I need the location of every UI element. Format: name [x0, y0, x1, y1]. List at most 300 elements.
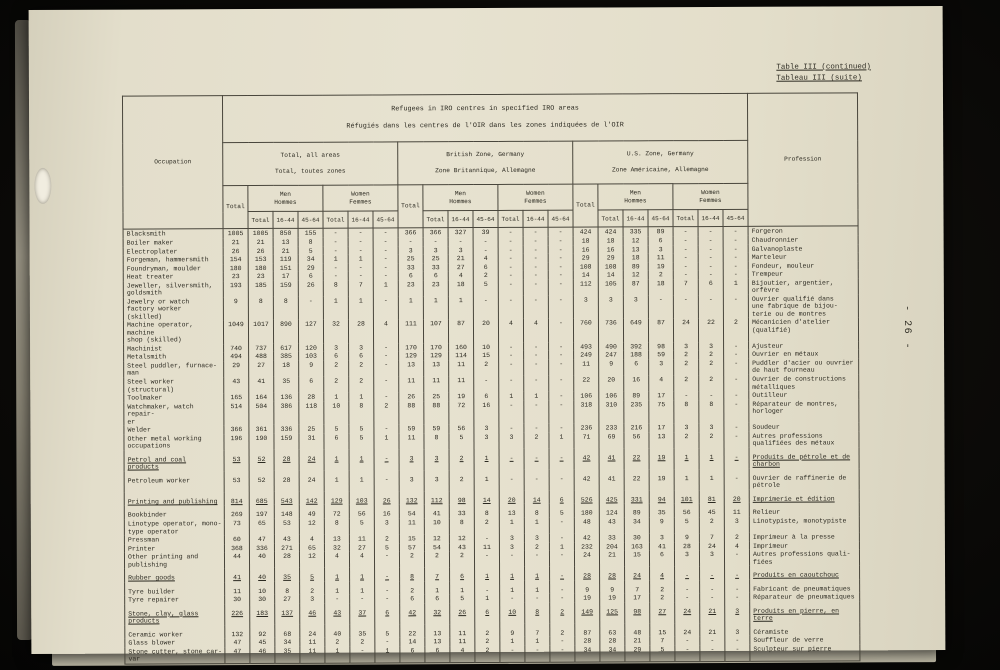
value-cell: 11 [648, 253, 673, 262]
zone-header-us-zone [573, 141, 748, 185]
value-cell: 9 [600, 580, 625, 594]
value-cell: 9 [674, 533, 699, 542]
value-cell: - [474, 376, 499, 392]
value-cell: - [375, 568, 400, 582]
value-cell: 1 [474, 470, 499, 491]
profession-cell: Chaudronnier [748, 235, 858, 244]
men-col-header: Men Hommes [598, 184, 673, 210]
value-cell: 6 [475, 603, 500, 624]
value-cell: - [499, 424, 524, 433]
value-cell: - [700, 566, 725, 580]
value-cell: 1 [500, 581, 525, 595]
value-cell: 3 [474, 424, 499, 433]
value-cell: 35 [274, 377, 299, 393]
value-cell: 47 [225, 647, 250, 664]
value-cell: - [548, 295, 573, 319]
profession-cell: Imprimeur à la presse [749, 532, 859, 541]
value-cell: 28 [575, 567, 600, 581]
value-cell: 42 [574, 448, 599, 469]
value-cell: 3 [349, 343, 374, 352]
women-col-header: Women Femmes [323, 185, 398, 211]
value-cell: - [548, 228, 573, 237]
value-cell: 5 [450, 594, 475, 603]
value-cell: 118 [299, 401, 324, 425]
value-cell: 30 [624, 533, 649, 542]
value-cell: 43 [449, 543, 474, 552]
value-cell: 1 [524, 392, 549, 401]
value-cell: 98 [449, 491, 474, 505]
value-cell: 10 [474, 343, 499, 352]
value-cell: 11 [724, 503, 749, 517]
value-cell: 34 [575, 645, 600, 662]
value-cell: 4 [724, 541, 749, 550]
value-cell: 5 [449, 433, 474, 449]
value-cell: - [673, 270, 698, 279]
value-cell: 8 [349, 401, 374, 425]
value-cell: 53 [274, 519, 299, 535]
value-cell: 1 [448, 296, 473, 320]
value-cell: 28 [600, 567, 625, 581]
value-cell: - [723, 227, 748, 236]
value-cell: - [700, 580, 725, 594]
value-cell: 15 [474, 351, 499, 360]
value-cell: 5 [375, 624, 400, 638]
value-cell: 45 [250, 638, 275, 647]
value-cell: 27 [349, 543, 374, 552]
value-cell: 129 [399, 352, 424, 361]
value-cell: 1 [525, 637, 550, 646]
value-cell: - [499, 551, 524, 567]
value-cell: - [698, 295, 723, 319]
value-cell: 2 [349, 377, 374, 393]
value-cell: 2 [699, 359, 724, 375]
value-cell: - [698, 236, 723, 245]
value-cell: - [499, 360, 524, 376]
age-45-64-header: 45-64 [473, 211, 498, 228]
value-cell: 4 [373, 320, 398, 344]
value-cell: 6 [425, 594, 450, 603]
value-cell: - [350, 595, 375, 604]
value-cell: - [550, 594, 575, 603]
value-cell: 8 [449, 518, 474, 534]
value-cell: 24 [673, 318, 698, 342]
value-cell: 14 [400, 638, 425, 647]
value-cell: 8 [699, 400, 724, 424]
value-cell: 28 [299, 393, 324, 402]
value-cell: 137 [275, 604, 300, 625]
value-cell: - [673, 262, 698, 271]
value-cell: 814 [224, 492, 249, 506]
value-cell: 4 [299, 535, 324, 544]
value-cell: 14 [524, 491, 549, 505]
value-cell: 35 [350, 624, 375, 638]
value-cell: - [500, 594, 525, 603]
value-cell: - [375, 595, 400, 604]
age-16-44-header: 16-44 [448, 211, 473, 228]
value-cell: - [348, 246, 373, 255]
value-cell: - [723, 270, 748, 279]
occupation-cell: Printer [124, 544, 224, 553]
value-cell: 1005 [223, 229, 248, 238]
value-cell: 22 [698, 318, 723, 342]
value-cell: 425 [599, 490, 624, 504]
value-cell: 75 [649, 400, 674, 424]
value-cell: 19 [649, 469, 674, 490]
value-cell: 46 [300, 603, 325, 624]
value-cell: 23 [398, 280, 423, 296]
value-cell: 1 [549, 432, 574, 448]
value-cell: 163 [624, 542, 649, 551]
value-cell: - [724, 342, 749, 351]
value-cell: 3 [324, 343, 349, 352]
value-cell: 2 [350, 638, 375, 647]
value-cell: 5 [324, 425, 349, 434]
value-cell: 2 [400, 581, 425, 595]
value-cell: - [724, 432, 749, 448]
value-cell: 10 [250, 582, 275, 596]
age-total-header: Total [673, 210, 698, 227]
age-45-64-header: 45-64 [298, 212, 323, 229]
value-cell: 29 [224, 361, 249, 377]
value-cell: 81 [699, 490, 724, 504]
value-cell: 5 [349, 433, 374, 449]
value-cell: 3 [699, 550, 724, 566]
value-cell: 111 [398, 320, 423, 344]
value-cell: 52 [249, 450, 274, 471]
value-cell: 366 [224, 425, 249, 434]
value-cell: 10 [500, 603, 525, 624]
value-cell: 5 [674, 517, 699, 533]
value-cell: 120 [299, 344, 324, 353]
profession-cell: Forgeron [748, 226, 858, 236]
value-cell: 3 [725, 623, 750, 637]
value-cell: 72 [449, 401, 474, 425]
age-16-44-header: 16-44 [523, 211, 548, 228]
value-cell: 890 [273, 320, 298, 344]
value-cell: 40 [250, 568, 275, 582]
zone-total-label-en: Total, all areas [280, 151, 340, 160]
value-cell: 14 [474, 491, 499, 505]
value-cell: 164 [249, 393, 274, 402]
value-cell: 149 [575, 602, 600, 623]
value-cell: 514 [224, 402, 249, 426]
value-cell: - [524, 400, 549, 424]
value-cell: 4 [324, 552, 349, 568]
value-cell: 35 [275, 568, 300, 582]
value-cell: 9 [599, 359, 624, 375]
value-cell: 3 [398, 246, 423, 255]
value-cell: 28 [348, 320, 373, 344]
value-cell: - [724, 423, 749, 432]
value-cell: - [475, 581, 500, 595]
value-cell: 25 [423, 254, 448, 263]
value-cell: 16 [624, 375, 649, 391]
value-cell: 11 [424, 376, 449, 392]
sex-header-row [123, 183, 858, 212]
value-cell: 216 [624, 423, 649, 432]
value-cell: 32 [425, 603, 450, 624]
value-cell: 3 [499, 534, 524, 543]
occupation-cell: Electroplater [123, 247, 223, 256]
value-cell: 2 [550, 602, 575, 623]
value-cell: 760 [573, 319, 598, 343]
value-cell: - [725, 593, 750, 602]
value-cell: 13 [424, 360, 449, 376]
value-cell: 159 [274, 434, 299, 450]
value-cell: 39 [473, 228, 498, 237]
total-col-header: Total [398, 185, 423, 228]
value-cell: 33 [423, 263, 448, 272]
value-cell: - [675, 593, 700, 602]
value-cell: - [724, 550, 749, 566]
value-cell: 12 [623, 236, 648, 245]
value-cell: 44 [224, 552, 249, 568]
value-cell: 155 [298, 229, 323, 238]
value-cell: - [523, 279, 548, 295]
value-cell: 3 [399, 449, 424, 470]
value-cell: - [725, 566, 750, 580]
value-cell: 1 [525, 567, 550, 581]
value-cell: 8 [273, 297, 298, 321]
value-cell: 1 [324, 470, 349, 491]
age-total-header: Total [423, 211, 448, 228]
value-cell: 87 [575, 623, 600, 637]
value-cell: 11 [399, 518, 424, 534]
value-cell: - [498, 237, 523, 246]
value-cell: - [523, 254, 548, 263]
value-cell: - [674, 391, 699, 400]
value-cell: 185 [248, 281, 273, 297]
value-cell: 8 [524, 504, 549, 518]
value-cell: 1 [349, 470, 374, 491]
value-cell: 1 [475, 594, 500, 603]
value-cell: 65 [249, 519, 274, 535]
value-cell: 125 [600, 602, 625, 623]
value-cell: 24 [625, 566, 650, 580]
occupation-cell: Toolmaker [124, 393, 224, 402]
value-cell: 24 [675, 602, 700, 623]
profession-cell: Bijoutier, argentier, orfèvre [748, 278, 858, 295]
value-cell: 8 [248, 297, 273, 321]
value-cell: - [549, 448, 574, 469]
women-col-header: Women Femmes [673, 184, 748, 210]
table-header [122, 93, 858, 230]
profession-cell: Ajusteur [749, 341, 859, 350]
occupation-cell: Steel puddler, furnace- man [124, 361, 224, 377]
value-cell: 53 [224, 450, 249, 471]
value-cell: - [374, 360, 399, 376]
value-cell: - [723, 236, 748, 245]
page-number: - 26 - [900, 305, 913, 351]
value-cell: 112 [573, 279, 598, 295]
value-cell: - [549, 376, 574, 392]
value-cell: 23 [423, 280, 448, 296]
value-cell: - [373, 228, 398, 237]
value-cell: 56 [674, 504, 699, 518]
occupation-cell: Tyre repairer [125, 595, 225, 604]
value-cell: - [698, 253, 723, 262]
value-cell: 18 [648, 279, 673, 295]
value-cell: 103 [299, 352, 324, 361]
table-row [124, 399, 859, 426]
value-cell: 180 [574, 504, 599, 518]
profession-cell: Relieur [749, 503, 859, 517]
value-cell: - [698, 262, 723, 271]
value-cell: 10 [324, 401, 349, 425]
value-cell: 16 [374, 505, 399, 519]
value-cell: 204 [599, 542, 624, 551]
value-cell: - [500, 646, 525, 663]
value-cell: 5 [374, 543, 399, 552]
value-cell: 29 [298, 263, 323, 272]
value-cell: - [523, 237, 548, 246]
value-cell: 28 [575, 637, 600, 646]
value-cell: 9 [299, 361, 324, 377]
value-cell: 105 [598, 279, 623, 295]
value-cell: 28 [274, 471, 299, 492]
value-cell: 526 [574, 490, 599, 504]
occupation-cell: Tyre builder [125, 582, 225, 596]
occupation-cell: Foundryman, moulder [123, 264, 223, 273]
value-cell: 3 [524, 534, 549, 543]
value-cell: 103 [349, 491, 374, 505]
value-cell: 392 [624, 342, 649, 351]
value-cell: 27 [275, 595, 300, 604]
value-cell: - [675, 645, 700, 662]
value-cell: 29 [625, 645, 650, 662]
value-cell: 8 [424, 433, 449, 449]
table-title-en: Refugees in IRO centres in specified IRO areas [391, 104, 579, 114]
value-cell: 197 [249, 505, 274, 519]
value-cell: - [549, 518, 574, 534]
value-cell: 1 [425, 581, 450, 595]
value-cell: 2 [674, 350, 699, 359]
value-cell: 40 [249, 552, 274, 568]
value-cell: 180 [223, 264, 248, 273]
value-cell: 32 [323, 320, 348, 344]
document-reference [776, 62, 871, 85]
value-cell: 2 [699, 517, 724, 533]
value-cell: 25 [299, 425, 324, 434]
value-cell: 30 [250, 595, 275, 604]
value-cell: - [550, 580, 575, 594]
value-cell: 8 [400, 567, 425, 581]
value-cell: 165 [224, 393, 249, 402]
occupation-cell: Boiler maker [123, 238, 223, 247]
value-cell: - [550, 637, 575, 646]
value-cell: 6 [398, 271, 423, 280]
value-cell: 6 [299, 377, 324, 393]
value-cell: - [323, 229, 348, 238]
value-cell: 11 [474, 543, 499, 552]
value-cell: 3 [499, 542, 524, 551]
value-cell: 180 [248, 264, 273, 273]
value-cell: - [499, 470, 524, 491]
value-cell: - [673, 295, 698, 319]
profession-cell: Produits en pierre, en terre [750, 601, 860, 623]
value-cell: 2 [650, 580, 675, 594]
value-cell: 42 [574, 469, 599, 490]
value-cell: 1 [325, 568, 350, 582]
zone-british-label-en: British Zone, Germany [446, 151, 525, 159]
value-cell: 3 [725, 602, 750, 623]
profession-cell: Linotypiste, monotypiste [749, 516, 859, 533]
value-cell: 7 [425, 567, 450, 581]
title-header-row [122, 93, 857, 143]
occupation-cell: Jewelry or watch factory worker (skilled) [123, 297, 223, 321]
value-cell: 1 [475, 567, 500, 581]
value-cell: 22 [624, 469, 649, 490]
value-cell: 2 [449, 470, 474, 491]
value-cell: 98 [625, 602, 650, 623]
value-cell: - [524, 343, 549, 352]
value-cell: 160 [449, 343, 474, 352]
value-cell: - [524, 360, 549, 376]
occupation-cell: Bookbinder [124, 506, 224, 520]
value-cell: - [549, 469, 574, 490]
profession-cell: Imprimeur [749, 541, 859, 550]
value-cell: 13 [273, 238, 298, 247]
occupation-cell: Forgeman, hammersmith [123, 255, 223, 264]
value-cell: 3 [448, 246, 473, 255]
value-cell: 310 [599, 400, 624, 424]
value-cell: 504 [249, 402, 274, 426]
value-cell: 87 [648, 318, 673, 342]
value-cell: 11 [450, 624, 475, 638]
value-cell: 129 [424, 352, 449, 361]
value-cell: 4 [649, 375, 674, 391]
value-cell: 8 [324, 519, 349, 535]
value-cell: 34 [298, 255, 323, 264]
value-cell: 48 [625, 623, 650, 637]
occupation-cell: Rubber goods [125, 568, 225, 582]
value-cell: 89 [624, 504, 649, 518]
value-cell: 13 [399, 360, 424, 376]
value-cell: 2 [300, 581, 325, 595]
value-cell: - [675, 566, 700, 580]
value-cell: 52 [249, 471, 274, 492]
value-cell: 25 [398, 254, 423, 263]
value-cell: - [549, 351, 574, 360]
value-cell: 1 [525, 580, 550, 594]
profession-cell: Autres professions qualifiées des métaux [749, 431, 859, 448]
statistics-table [122, 92, 860, 664]
document-page [29, 6, 946, 663]
total-col-header: Total [573, 184, 598, 227]
value-cell: - [548, 237, 573, 246]
value-cell: 1 [325, 646, 350, 663]
value-cell: - [498, 245, 523, 254]
value-cell: 2 [374, 534, 399, 543]
value-cell: 21 [223, 238, 248, 247]
value-cell: 1 [549, 542, 574, 551]
value-cell: 327 [448, 228, 473, 237]
value-cell: 226 [225, 604, 250, 625]
value-cell: - [323, 238, 348, 247]
value-cell: 60 [224, 535, 249, 544]
value-cell: 1 [349, 449, 374, 470]
value-cell: 7 [650, 637, 675, 646]
table-body [123, 226, 860, 664]
value-cell: 11 [449, 360, 474, 376]
value-cell: - [325, 595, 350, 604]
value-cell: 87 [448, 319, 473, 343]
value-cell: 1 [499, 518, 524, 534]
value-cell: 92 [250, 625, 275, 639]
value-cell: 685 [249, 492, 274, 506]
value-cell: 2 [399, 551, 424, 567]
value-cell: - [724, 399, 749, 423]
